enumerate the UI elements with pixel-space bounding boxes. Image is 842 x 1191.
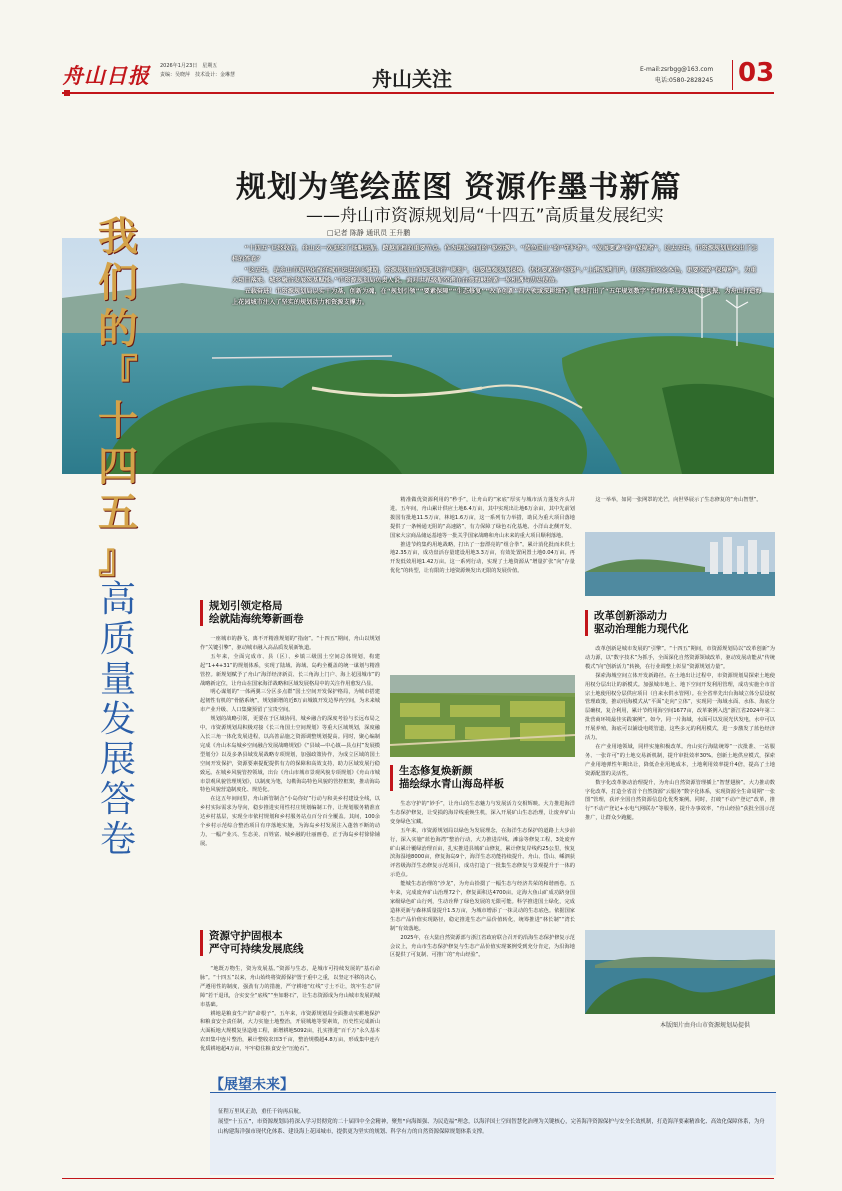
issue-staff: 责编：吴晓萍 技术设计：金琳慧	[160, 72, 236, 78]
coast-photo	[585, 930, 775, 1014]
article-byline: □记者 陈静 通讯员 王升鹏	[327, 229, 411, 237]
body-paragraph: 探索海城空间立体开发新路径。在土地出让过程中，市资源规划局探索土地使用权分层出让的新模式。加强城市地上、地下空间开发利用管理，成功实施全市首宗土地使用权分层供应项目（自来水供水管网）。在全省率先出台海域立体分层设权管理政策，推动用海模式从“平面”走向“立体”，实现同一海域水面、水体、海底分层确权，复合利用，累计节约用海空间1677亩，改革案例入选“浙江省2024年第二批营商环境最佳实践案例”。如今，同一片海域，水面可以发展光伏发电，水中可以开展养殖，海底可以铺设电缆管道，这些多元的利用模式，进一步激发了蓝色经济活力。	[585, 672, 775, 742]
contact-email: E-mail:zsrbgg@163.com	[640, 66, 714, 73]
outlook-title: 【展望未来】	[210, 1077, 294, 1093]
issue-meta	[160, 62, 235, 80]
banner-char: 发	[99, 699, 136, 740]
contact-phone: 电话:0580-2828245	[655, 77, 714, 84]
banner-char: 我	[98, 213, 138, 260]
body-paragraph: 推进节约集约用地战略，打出了一套漂亮的“组合拳”。累计消化批而未供土地2.35万亩，成功盘活存量建设用地3.3万亩，有效处置闲置土地0.04万亩。再开发低效用地1.42万亩。这一系列行动，实现了土地资源从“增量扩张”向“存量优化”的转型，让有限的土地资源焕发出无限的发展价值。	[390, 541, 575, 575]
body-paragraph: 改革创新是城市发展的“引擎”。“十四五”期间，市资源规划局以“改革创新”为动力源，以“数字技术”为抓手，全面深化自然资源领域改革，驱动发展动能从“传统模式”向“创新活力”转换，在行业调整上彰显“资源规划力量”。	[585, 646, 775, 670]
banner-char: 高	[99, 579, 136, 620]
footer-rule	[62, 1178, 774, 1179]
banner-char: 展	[99, 739, 136, 780]
body-paragraph: “地既万物生，资为发展基。”资源与生态，是城市可持续发展的“基石命脉”。“十四五”以来，舟山始终将资源保护置于重中之重，以坚定不移的决心，严遵用性的制度，强劲有力的措施，严守耕地“红线”寸土不让，筑牢生态“屏障”若干退讯，合实安全“底线”“坐如磐石”，让生态资源成为舟山城市发展的城市基础。	[200, 966, 380, 1008]
body-paragraph: 在这五年间间里，舟山新管制合“小岛你好”行动与和美乡村建设全线，以乡村实际需求为导向，稳步推进实用性村庄规划编制工作，让规划服务精准直达乡村基层，实现全市依村规划和乡村服务站点百分百全覆盖。其间，100余个乡村示范综合整治项目有序落地实施，为海岛乡村发展注入蓬勃不断的动力，一幅产业兴、生态美、百姓富、城乡融的壮丽画卷，正于海岛乡村徐徐铺展。	[200, 796, 380, 847]
city-image	[585, 532, 775, 596]
banner-char: 卷	[99, 819, 136, 860]
section-heading-line: 绘就陆海统筹新画卷	[209, 613, 304, 625]
section-heading-ecology	[390, 765, 584, 791]
outlook-text	[218, 1107, 770, 1137]
header-rule	[62, 92, 774, 94]
city-photo	[585, 532, 775, 596]
body-paragraph: 生态守护的“妙手”，让舟山的生态魅力与发展活力交相辉映。大力推进海洋生态保护修复，让受损的海岸线重焕生机，深入开展矿山生态治理，让废弃矿山变身绿色宝藏。	[390, 801, 575, 825]
section-heading-line: 驱动治理能力现代化	[594, 623, 689, 635]
outlook-line: 展望“十五五”，市资源规划局将深入学习贯彻党的二十届四中全会精神，聚焦“向海图强、为民造福”理念，以海洋国土空间智慧化治理为关键核心，完善海洋资源保护与安全长效机制，打造海洋要素精准化、高效化保障体系，为舟山构建海洋强市现代化体系、建设海上花园城市，提供更为坚实的规划、科学有力的自然资源保障规划体系支撑。	[218, 1119, 765, 1135]
farmland-photo	[390, 675, 575, 757]
body-paragraph: 数字化改革驱动治理提升，为舟山自然资源管理插上“智慧翅膀”。大力推动数字化改革，打造全省首个自然资源“云服务”数字化体系，实现资源全生命周期“一张图”管理，获评全国自然资源信息化优秀案例。同时，打破“不动产登记”改革，推行“不动产登记+水电气网联办”等服务，提升办事效率，“舟山经验”获批全国示范推广，让群众少跑腿。	[585, 779, 775, 822]
coast-image	[585, 930, 775, 1014]
page-number: 03	[738, 58, 775, 88]
section-heading-resources	[200, 930, 389, 956]
photo-caption: 本版图片由舟山市资源规划局提供	[660, 1022, 751, 1029]
body-paragraph: 精准做优资源利用的“秒手”，让舟山的“家底”厚实与城市活力蓬发齐头并进。五年间，舟山累计供应土地6.4万亩，其中实现出让地6万余亩，其中先前划拨国有批地11.5万亩，林地1.6万亩，这一系列有力举措，助民为重大项目落地提供了一条畅通无阻的“高速路”，有力保障了绿色石化基地、小洋山北侧开发、国家大宗商品储运基地等一批关乎国家战略和舟山未来的重大项目顺利落地。	[390, 497, 575, 539]
body-paragraph: 在产业用地领域，同样实施积极改革。舟山实行海陆统筹“一次批准、一站服务、一张许可”的土地交易新机制，提升审批效率30%。创新土地供应模式，探索产业用地弹性年期出让，降低企业用地成本，土地利用效率提升4倍，提高了土地资源配置的灵活性。	[585, 743, 775, 777]
banner-char: 质	[99, 619, 136, 660]
section-heading-line: 资源守护固根本	[209, 930, 283, 942]
banner-char: 四	[98, 443, 138, 490]
intro-paragraph: “这五年，是舟山市现代化海洋城市运进的关键期，资源规划工作既要执行“规划”，也要做强发展保障、优化要素的“好钢”。”上港海港门户，打好海洋文化本色，更要突破“保障桥”，为重大项目落地、城乡融合发展筑基赋能。”市资源规划局负责人说，面对世界级航空港在台湾海峡的新一轮机遇与历史使命。	[232, 266, 757, 285]
intro-paragraph: “十四五”已经收官，舟山又一次迎来了扬帆远航、跨越前程的重要节点。作为助推空间的“驱动源”、“蓝色国土”的“守护者”、“发展要素”的“保障者”，过去五年，市资源规划局交出了怎样的答卷？	[232, 245, 758, 263]
section-body-ecology	[390, 800, 575, 1065]
banner-char: 们	[98, 259, 138, 306]
body-paragraph: 一座城市的静飞，离不开精准规划的“指南”。“十四五”期间，舟山以规划作“关键引擎”，驱动城市融入高品质发展新轨道。	[200, 636, 380, 651]
section-heading-line: 描绘绿水青山海岛样板	[399, 778, 504, 790]
outlook-line: 征程万里风正劲，重任千钧再启航。	[218, 1109, 305, 1115]
body-paragraph: 这一举举，如同一张网罩的光芒，向世界展示了生态修复的“舟山智慧”。	[595, 497, 762, 503]
banner-char: 五	[98, 489, 138, 536]
masthead-text: 舟山日报	[62, 63, 150, 88]
section-body-resources	[200, 965, 380, 1067]
header-divider	[732, 60, 733, 90]
banner-red-text	[92, 214, 144, 582]
issue-date: 2026年1月23日 星期五	[160, 63, 218, 69]
masthead-logo	[62, 60, 152, 90]
section-title: 舟山关注	[372, 67, 452, 91]
banner-char: 的	[98, 305, 138, 352]
body-paragraph: 明心谋划的“一体两翼三分区多点群”国土空间开发保护格局，为城市搭建起韧性有机的“骨骼系统”。规划新增的近8万亩城镇开发边界内空间，为未来城市产业升级、人口集聚预留了宝贵空间。	[200, 689, 380, 714]
body-paragraph: 耕地是粮食生产的“命根子”。五年来，市资源规划局全面推动实耕地保护和粮食安全责任制，大力实施土地整治，开展城地等要素效，历史性完成新山大面板地大规模复垦造地工程，新增耕地5092亩，扎实推进“百千万”永久基本农田集中连片整治，累计整收农田3千亩，整治规模超4.8万亩，形成集中连片优质耕地超4万亩，牢牢稳住粮食安全“压舱石”。	[200, 1010, 380, 1053]
banner-char: 答	[99, 779, 136, 820]
banner-char: 量	[99, 659, 136, 700]
section-body-resources-cont	[390, 496, 575, 666]
article-headline: 规划为笔绘蓝图 资源作墨书新篇	[236, 170, 682, 205]
banner-char: 『	[98, 351, 138, 398]
banner-char: 十	[98, 397, 138, 444]
banner-blue-text	[96, 580, 140, 860]
contact-info	[640, 64, 713, 86]
article-subhead: ——舟山市资源规划局“十四五”高质量发展纪实	[306, 206, 664, 226]
section-heading-line: 生态修复焕新颜	[399, 765, 473, 777]
body-paragraph: 五年来，全面完成市、县（区）、乡镇三级国土空间总体规划，构建起“1+4+31”的规划体系，实现了陆域、海域、岛屿全覆盖的统一谋划与精准管控。新规划赋予了舟山“海洋经济新贡、长三角海上门户、海上花园城市”的战略新定位，让舟山在国家海洋战略和区域发展格局中的关注作用愈发凸显。	[200, 653, 380, 687]
body-paragraph: 2025年，在大陆自然资源部与浙江省政府联合召开的沿海生态保护修复示范会议上，舟山市生态保护修复与生态产品价值实现案例受到充分肯定，为沿海地区提供了可复制、可推广的“舟山经验”。	[390, 934, 575, 959]
section-heading-planning	[200, 600, 389, 626]
section-heading-line: 规划引领定格局	[209, 600, 283, 612]
section-body-resources-end	[585, 496, 775, 526]
banner-char: 』	[98, 535, 138, 582]
intro-paragraph: 五载奋进！市资源规划局以实干为基，创新为魂，在“规划引领”“要素保障”“生态修复”“改革创新”四大领域深耕细作，精准打出了“五年规划数字”治理体系与发展同频共振，为舟山打造海上花园城市注入了坚实的规划动力和资源支撑力。	[232, 288, 762, 306]
article-intro	[232, 244, 762, 309]
farmland-image	[390, 675, 575, 757]
body-paragraph: 规划的战略引领，更要在于区域协同，城乡融合的深度考验与长远布局之中。市资源规划局积极对接《长三角国土空间规划》等重大区域规划，深度融入长三角一体化发展进程，以高善品施之资源调整规划提高。同时，聚心编制完成《舟山本岛城乡空间融合发展战略规划》《“县域—中心镇—县点村”发展模型划分》以及多条县域发展战略专项规划，加强政策协作，为成立区域的国土空间开发保护，资源要素提配提供有力的保障和高效支持，助力区域发展行稳致远。在城乡风貌管控领域，出台《舟山市城市景观风貌专项规划》《舟山市城市景观风貌管理规划》，以制度为笔，勾勒海岛特色风貌的管控框架，推动海岛特色风貌营造制度化、规范化。	[200, 716, 380, 794]
section-heading-line: 改革创新添动力	[594, 610, 668, 622]
body-paragraph: 能城生态治理的“沙龙”，为舟山拾掇了一幅生态与经济共荣的和谐画卷。五年来，完成废弃矿山治理72个，修复面积达4700亩。定海大鱼山矿成功跻身国家级绿色矿山行列，生动诠释了绿色发展的无限可能。科学推进国土绿化，完成造林更新与森林质量提升1.5万亩，为城市增添了一抹灵动的生态底色。依据国家生态产品价值实现路径，稳定推进生态产品价值转化，统筹推进“林长制”“湾长制”有效落地。	[390, 881, 575, 932]
body-paragraph: 五年来，市资源规划局以绿色为发展理念，在海洋生态保护的道路上大步前行，深入实施“蓝色海湾”整治行动，大力推进岸线、滩涂等修复工程，3处废弃矿山累计覆绿治理百亩，扎实推进县城矿山修复，累计修复岸线约25公里，恢复滨海湿地8000亩，修复海岛9个，海洋生态功能持续提升。舟山、岱山、嵊泗获评省级海洋生态修复示范项目，成功打造了一批集生态修复与景观提升于一体的示范点。	[390, 827, 575, 879]
section-heading-reform	[585, 610, 784, 636]
section-heading-line: 严守可持续发展底线	[209, 943, 304, 955]
section-body-reform	[585, 645, 775, 920]
section-body-planning	[200, 635, 380, 905]
